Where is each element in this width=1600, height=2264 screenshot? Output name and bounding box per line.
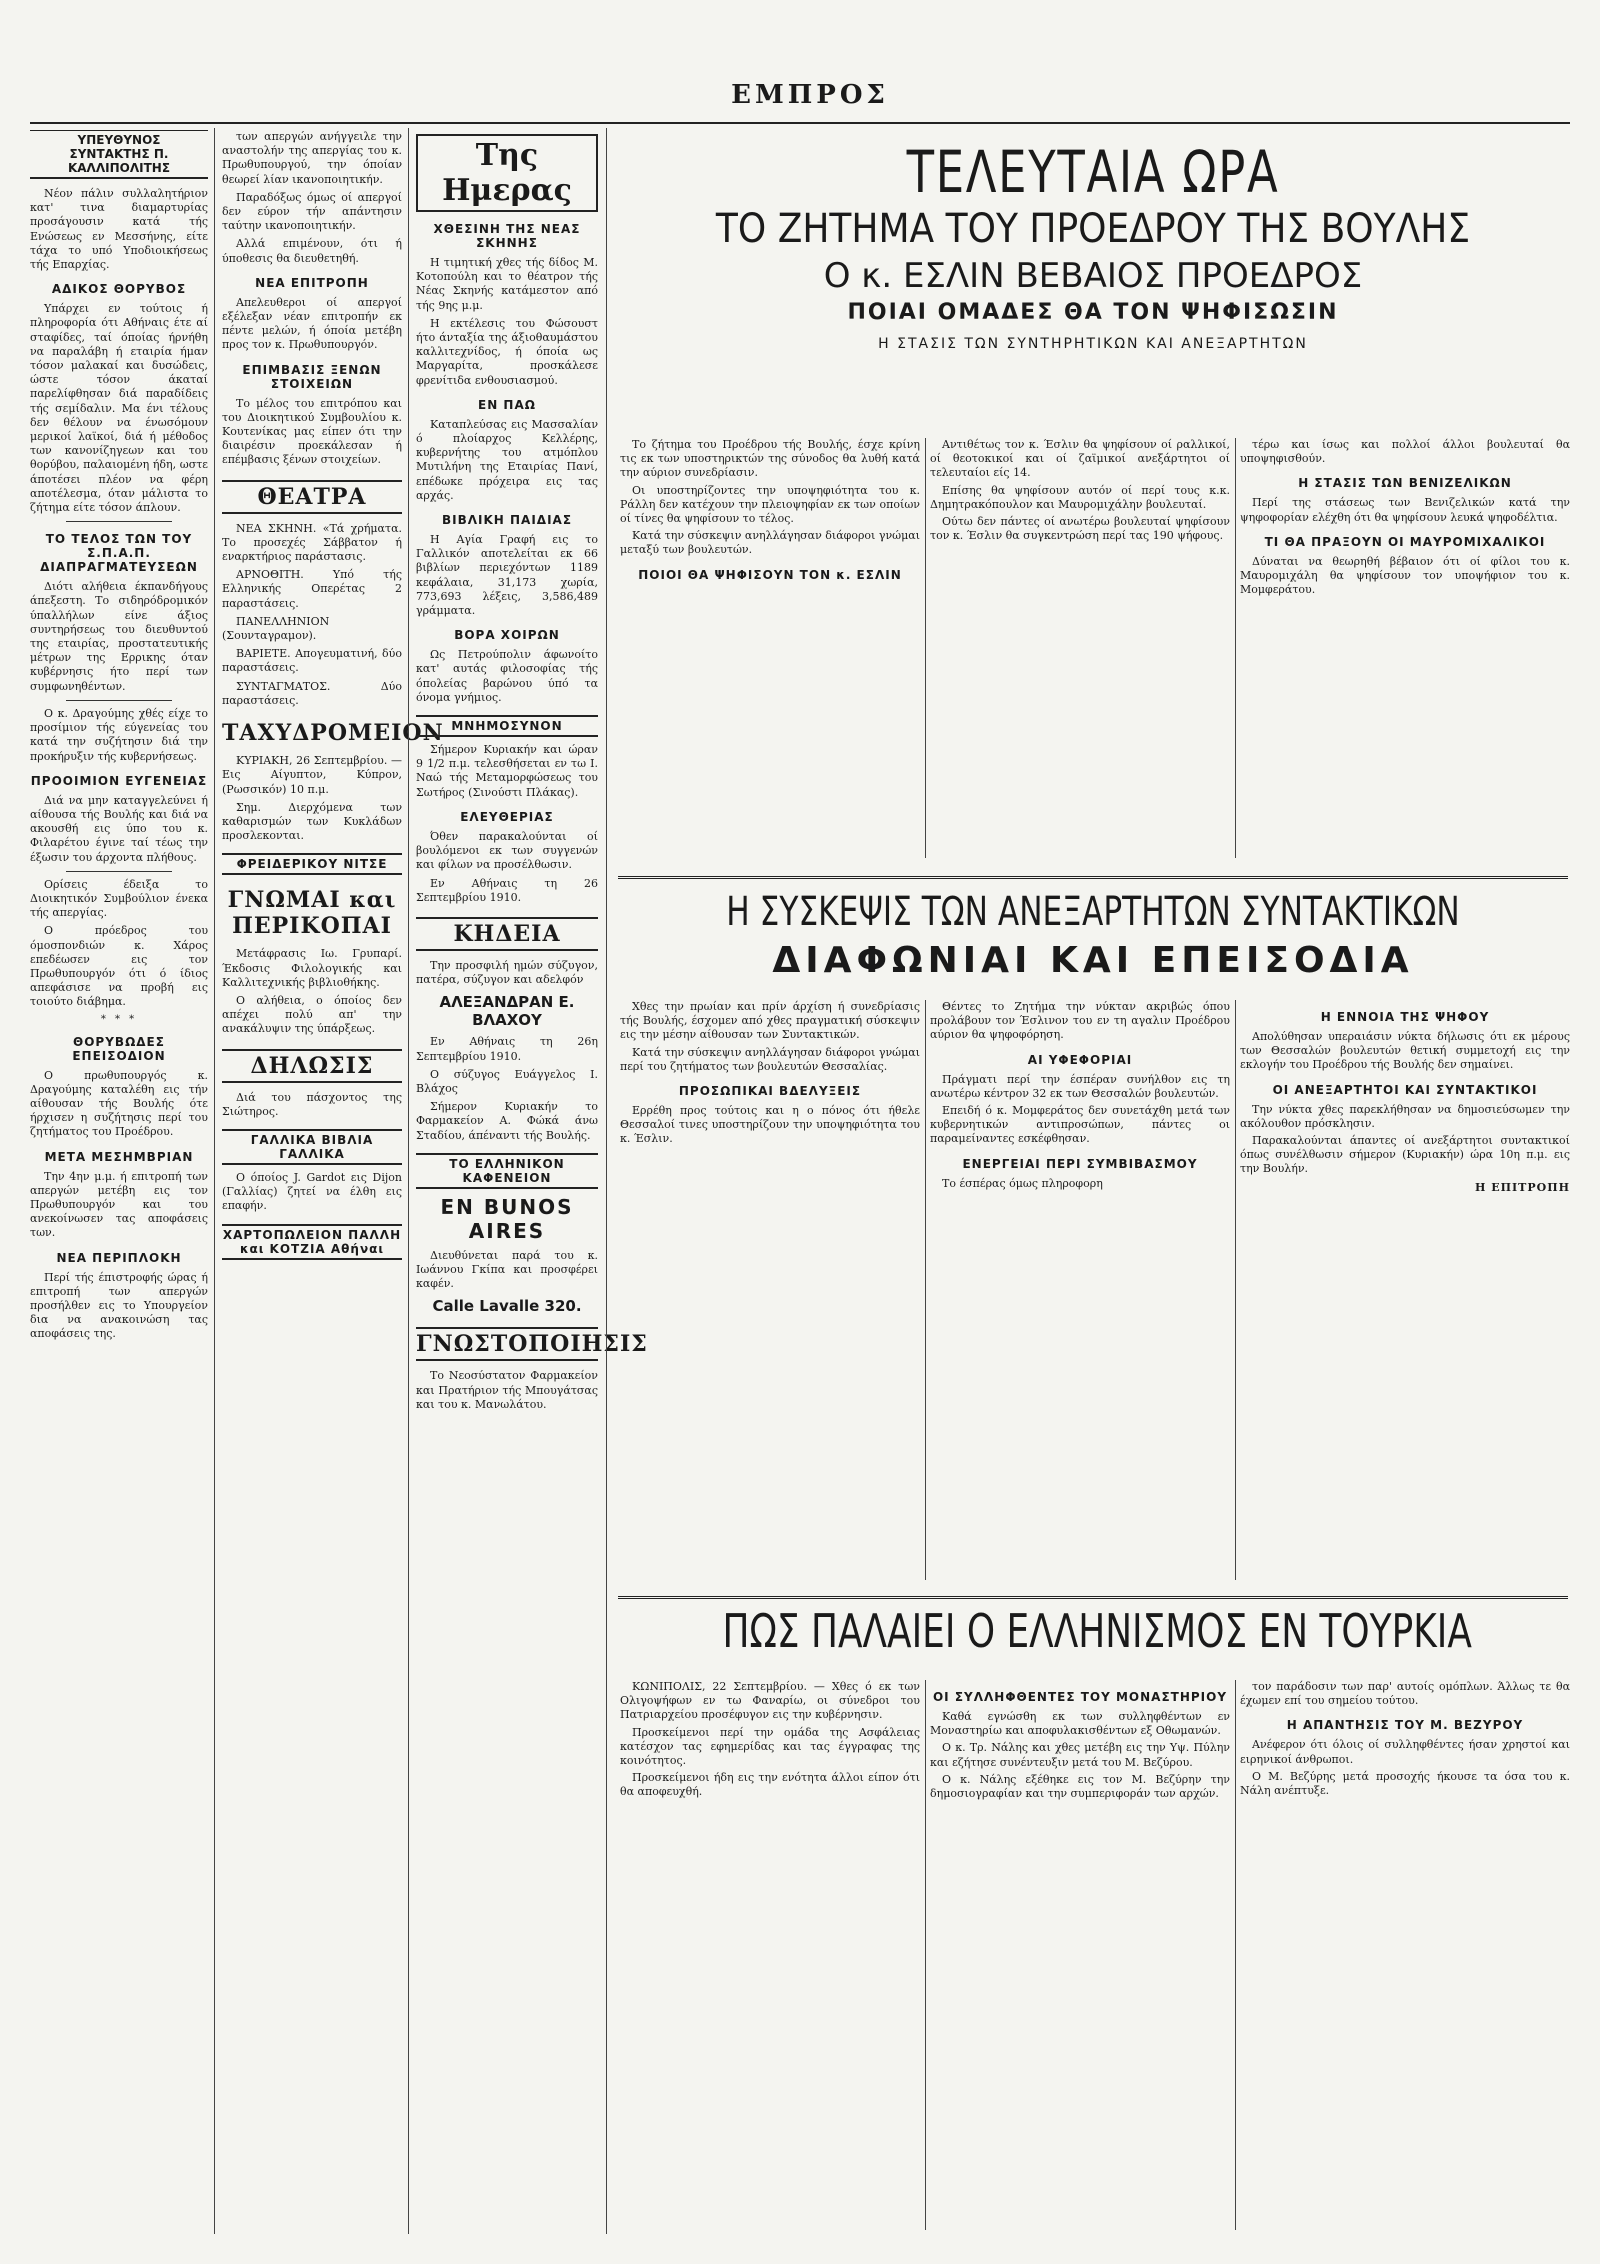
section-heading: ΝΕΑ ΠΕΡΙΠΛΟΚΗ [56,1250,182,1265]
article-b-col1 [620,1000,920,1580]
paragraph: Ανέφερον ότι όλοις οί συλληφθέντες ήσαν χρηστοί και ειρηνικοί άνθρωποι. [1240,1738,1570,1766]
paragraph: Ο Μ. Βεζύρης μετά προσοχής ήκουσε τα όσα του κ. Νάλη ανέπτυξε. [1240,1769,1570,1798]
section-heading [222,363,402,391]
column-rule [214,128,215,2234]
cafe-location: ΕΝ BUNOS AIRES [440,1194,574,1243]
section-heading: ΒΙΒΛΙΚΗ ΠΑΙΔΙΑΣ [441,513,573,528]
paragraph: ΑΡΝΟΘΙΤΗ. Υπό τής Ελληνικής Οπερέτας 2 παραστάσεις. [222,568,402,610]
paragraph: Αντιθέτως τον κ. Έσλιν θα ψηφίσουν οί ραλλικοί, οί θεοτοκικοί και οί ζαϊμικοί ανεξάρτητοι οί τελευταίοι είς 14. [930,438,1230,480]
section-heading: Η ΑΠΑΝΤΗΣΙΣ ΤΟΥ Μ. ΒΕΖΥΡΟΥ [1286,1718,1524,1733]
paragraph: Νέον πάλιν συλλαλητήριον κατ' τινα διαμαρτυρίας προσάγουσιν κατά τής Ενώσεως εν Μεσσήνης, είτε τάχα το υπό Υποδιοικήσεως τής Επαρχίας. [30,187,208,272]
paragraph: ΚΥΡΙΑΚΗ, 26 Σεπτεμβρίου. — Εις Αίγυπτον, Κύπρον, (Ρωσσικόν) 10 π.μ. [222,754,402,796]
heading-part: ΣΤΟΙΧΕΙΩΝ [270,376,354,391]
paragraph: Χθες την πρωίαν και πρίν άρχίση ή συνεδρίασις τής Βουλής, έσχομεν από χθες πραγματική σύσκεψιν εις την μέσην αίθουσαν των Συντακτικών. [620,1000,920,1042]
article-b-col2 [930,1000,1230,1580]
column-rule [925,1000,926,1580]
section-heading: ΠΡΟΣΩΠΙΚΑΙ ΒΔΕΛΥΞΕΙΣ [678,1084,862,1099]
paragraph: Ορίσεις έδειξα το Διοικητικόν Συμβούλιον ένεκα τής απεργίας. [30,877,208,920]
paragraph: Παρακαλούνται άπαντες οί ανεξάρτητοι συντακτικοί όπως συνέλθωσιν σήμερον (Κυριακήν) ώρα 10η π.μ. εις την Βουλήν. [1240,1134,1570,1176]
paragraph: Διά του πάσχοντος της Σιώτηρος. [222,1090,402,1118]
divider [618,1596,1568,1599]
section-heading: ΟΙ ΑΝΕΞΑΡΤΗΤΟΙ ΚΑΙ ΣΥΝΤΑΚΤΙΚΟΙ [1272,1082,1538,1097]
column-2 [222,130,444,2230]
article-b-col3 [1240,1000,1570,1580]
column-rule [1235,1680,1236,2230]
headline-disputes: ΔΙΑΦΩΝΙΑΙ ΚΑΙ ΕΠΕΙΣΟΔΙΑ [772,940,1414,981]
headline-speaker-issue: ΤΟ ΖΗΤΗΜΑ ΤΟΥ ΠΡΟΕΔΡΟΥ ΤΗΣ ΒΟΥΛΗΣ [715,206,1471,252]
headline-turkey: ΠΩΣ ΠΑΛΑΙΕΙ Ο ΕΛΛΗΝΙΣΜΟΣ ΕΝ ΤΟΥΡΚΙΑ [722,1604,1472,1658]
paragraph: ΠΑΝΕΛΛΗΝΙΟΝ (Σουνταγραμον). [222,614,330,643]
headline-eslin: Ο κ. ΕΣΛΙΝ ΒΕΒΑΙΟΣ ΠΡΟΕΔΡΟΣ [823,256,1363,296]
paragraph: ΣΥΝΤΑΓΜΑΤΟΣ. Δύο παραστάσεις. [222,679,402,707]
gnomai-heading: ΓΝΩΜΑΙ και ΠΕΡΙΚΟΠΑΙ [227,887,397,940]
nietzsche-heading: ΦΡΕΙΔΕΡΙΚΟΥ ΝΙΤΣΕ [222,853,402,875]
article-a-col1 [620,438,920,858]
post-heading: ΤΑΧΥΔΡΟΜΕΙΟΝ [222,720,444,747]
divider [66,871,173,872]
signature: Η ΕΠΙΤΡΟΠΗ [1475,1180,1570,1194]
paragraph: Όθεν παρακαλούνται οί βουλόμενοι εκ των συγγενών και φίλων να προσέλθωσιν. [416,829,598,872]
paragraph: Η τιμητική χθες τής δίδος Μ. Κοτοπούλη και το θέατρον τής Νέας Σκηνής κατάμεστον από τής 9ης μ.μ. [416,256,598,312]
column-1 [30,130,208,2230]
paragraph: Καταπλεύσας εις Μασσαλίαν ό πλοίαρχος Κελλέρης, κυβερνήτης του ατμόπλου Μυτιλήνη της Εταιρίας Πανί, επέδωκε πρόχειρα εις τας αρχάς. [416,417,598,502]
masthead: ΕΜΠΡΟΣ [731,80,889,110]
paragraph: Ο κ. Δραγούμης χθές είχε το προσίμιον τής εύγενείας του κατά την συζήτησιν διά την προκήρυξιν τής κυβερνήσεως. [30,706,208,763]
paragraph: Περί της στάσεως των Βενιζελικών κατά την ψηφοφορίαν ελέχθη ότι θα ψηφίσουν λευκά ψηφοδέλτια. [1240,496,1570,524]
cafe-heading: ΤΟ ΕΛΛΗΝΙΚΟΝ ΚΑΦΕΝΕΙΟΝ [416,1153,598,1189]
paragraph: Το μέλος του επιτρόπου και του Διοικητικού Συμβουλίου κ. Κουτενίκας μας είπεν ότι την διαιρέσιν προεκάλεσαν ή επέμβασις ξένων στοιχείων. [222,396,402,467]
paragraph: Επειδή ό κ. Μομφεράτος δεν συνετάχθη μετά των κυβερνητικών αντιπροσώπων, πάντες οι παραμείναντες εσκέφθησαν. [930,1104,1230,1146]
paragraph: Ο κ. Τρ. Νάλης και χθες μετέβη εις την Υψ. Πύλην και εζήτησε συνέντευξιν μετά του Μ. Βεζύρου. [930,1741,1230,1769]
editor-label: ΥΠΕΥΘΥΝΟΣ [77,133,161,147]
paragraph: Αλλά επιμένουν, ότι ή ύποθεσις θα διευθετηθή. [222,237,402,265]
paragraph: Ο αλήθεια, ο όποίος δεν απέχει πολύ απ' την ανακάλυψιν της ύπάρξεως. [222,993,402,1036]
section-heading: ΕΛΕΥΘΕΡΙΑΣ [460,809,554,824]
paragraph: Διά να μην καταγγελεύνει ή αίθουσα τής Βουλής και διά να ακουσθή εις ύπο του κ. Φιλαρέτου έγινε ταί τέως την έξωσιν του άρχοντα πλήθους. [30,793,208,864]
paragraph: Εν Αθήναις τη 26 Σεπτεμβρίου 1910. [416,876,598,904]
paragraph: Διότι αλήθεια έκπανδήγους άπεξεστη. Το σιδηρόδρομικόν ύπαλλήλων είνε άξιος συντηρήσεως του διευθυντού της εταιρίας, προστατευτικής μέτρων της Ερρικης όταν κυβέρνησις ήτο περί των συμφωνηθέντων. [30,580,208,693]
paragraph: ΝΕΑ ΣΚΗΝΗ. «Τά χρήματα. Το προσεχές Σάββατον ή εναρκτήριος παράστασις. [222,521,402,564]
article-a-col2 [930,438,1230,858]
column-rule [408,128,409,2234]
paragraph: Ούτω δεν πάντες οί ανωτέρω βουλευταί ψηφίσουν τον κ. Έσλιν θα συγκεντρώση περί τας 190 ψήφους. [930,515,1230,543]
paragraph: των απεργών ανήγγειλε την αναστολήν της απεργίας του κ. Πρωθυπουργού, την όποίαν θεωρεί λίαν ικανοποιητικήν. [222,130,402,186]
turkey-headline-block [618,1600,1568,1662]
paragraph: Εν Αθήναις τη 26η Σεπτεμβρίου 1910. [416,1035,598,1063]
article-c-col1 [620,1680,920,2230]
paragraph: Η εκτέλεσις του Φώσουστ ήτο άνταξία της άξιοθαυμάστου καλλιτεχνίδος, ή όποία ως Μαργαρίτα, προσκάλεσε φρενίτιδα ενθουσιασμού. [416,316,598,387]
column-rule [606,128,607,2234]
paragraph: Καθά εγνώσθη εκ των συλληφθέντων εν Μοναστηρίω και αποφυλακισθέντων εξ Οθωμανών. [930,1710,1230,1738]
section-heading: ΠΟΙΟΙ ΘΑ ΨΗΦΙΣΟΥΝ ΤΟΝ κ. ΕΣΛΙΝ [638,567,902,582]
council-headline-block [618,886,1568,984]
paragraph: Την προσφιλή ημών σύζυγον, πατέρα, σύζυγον και αδελφόν [416,958,598,987]
section-heading: ΕΝ ΠΑΩ [478,397,536,412]
paragraph: Προσκείμενοι ήδη εις την ενότητα άλλοι είπον ότι θα αποφευχθή. [620,1771,920,1799]
books-heading: ΓΑΛΛΙΚΑ ΒΙΒΛΙΑ ΓΑΛΛΙΚΑ [222,1129,402,1165]
paragraph: Δύναται να θεωρηθή βέβαιον ότι οί φίλοι του κ. Μαυρομιχάλη θα ψηφίσουν τον υποψήφιον του κ. Μομφεράτου. [1240,554,1570,597]
section-heading: ΑΙ ΥΦΕΦΟΡΙΑΙ [1027,1052,1133,1067]
paragraph: Το ζήτημα του Προέδρου τής Βουλής, έσχε κρίνη τις εκ των υποστηρικτών της σύνοδος θα λυθή κατά την αύριον συνεδρίασιν. [620,438,920,480]
section-heading: ΠΡΟΟΙΜΙΟΝ ΕΥΓΕΝΕΙΑΣ [30,773,208,788]
paragraph: Η Αγία Γραφή εις το Γαλλικόν αποτελείται εκ 66 βιβλίων περιεχόντων 1189 κεφάλαια, 31,173 χωρία, 773,693 λέξεις, 3,586,489 γράμματα. [416,533,598,618]
headline-council: Η ΣΥΣΚΕΨΙΣ ΤΩΝ ΑΝΕΞΑΡΤΗΤΩΝ ΣΥΝΤΑΚΤΙΚΩΝ [726,889,1460,935]
memorial-heading: ΜΝΗΜΟΣΥΝΟΝ [416,715,598,737]
section-heading: ΑΔΙΚΟΣ ΘΟΡΥΒΟΣ [51,282,187,297]
deceased-name: ΑΛΕΞΑΝΔΡΑΝ Ε. ΒΛΑΧΟΥ [439,993,575,1030]
paragraph: Οι υποστηρίζοντες την υποψηφιότητα του κ. Ράλλη δεν κατέχουν την πλειοψηφίαν εκ των οποίων οί τίνες θα ψηφίσουν το τέλος. [620,483,920,526]
editor-name: ΣΥΝΤΑΚΤΗΣ Π. ΚΑΛΛΙΠΟΛΙΤΗΣ [67,147,171,175]
paragraph: ΚΩΝΙΠΟΛΙΣ, 22 Σεπτεμβρίου. — Χθες ό εκ των Ολιγοψήφων εν τω Φαναρίω, οι σύνεδροι του Πατριαρχείου προσέφυγον εις την κυβέρνησιν. [620,1680,920,1722]
paragraph: Την νύκτα χθες παρεκλήθησαν να δημοσιεύσωμεν την ακόλουθον πρόσκλησιν. [1240,1102,1570,1130]
cafe-address: Calle Lavalle 320. [432,1297,582,1316]
section-heading: ΝΕΑ ΕΠΙΤΡΟΠΗ [255,275,369,290]
paragraph: ΒΑΡΙΕΤΕ. Απογευματινή, δύο παραστάσεις. [222,647,402,675]
paragraph: Σήμερον Κυριακήν και ώραν 9 1/2 π.μ. τελεσθήσεται εν τω Ι. Ναώ τής Μεταμορφώσεως του Σωτήρος (Σινούστι Πλάκας). [416,743,598,799]
paragraph: Κατά την σύσκεψιν ανηλλάγησαν διάφοροι γνώμαι μεταξύ των βουλευτών. [620,529,920,557]
paragraph: Ο πρόεδρος του όμοσπονδιών κ. Χάρος επεδέωσεν εις τον Πρωθυπουργόν ότι ό ίδιος απεφάσισε να προβή εις τοιούτο διάβημα. [30,924,208,1009]
paragraph: τον παράδοσιν των παρ' αυτοίς ομόπλων. Άλλως τε θα έχωμεν επί του σημείου τούτου. [1240,1680,1570,1708]
paragraph: Θέντες το Ζητήμα την νύκταν ακριβώς όπου προλάβουν τον Έσλινον του εν τη αγαλιν Προέδρου αύριον θα ψηφοφόρηση. [930,1000,1230,1042]
divider [66,521,173,522]
paragraph: Κατά την σύσκεψιν ανηλλάγησαν διάφοροι γνώμαι περί του ζητήματος των βουλευτών Θεσσαλίας. [620,1045,920,1073]
article-c-col2 [930,1680,1230,2230]
paragraph: Επίσης θα ψηφίσουν αυτόν οί περί τους κ.κ. Δημητρακόπουλον και Μαυρομιχάλην βουλευταί. [930,483,1230,511]
paragraph: Απελευθεροι οί απεργοί εξέλεξαν νέαν επιτροπήν εκ πέντε μελών, ή όποία μετέβη προς τον κ. Πρωθυπουργόν. [222,295,402,352]
heading-part: ΕΠΙΜΒΑΣΙΣ ΞΕΝΩΝ [242,362,382,377]
section-heading: ΜΕΤΑ ΜΕΣΗΜΒΡΙΑΝ [44,1149,194,1164]
divider: * * * [100,1013,138,1025]
paragraph: Απολύθησαν υπεραιάσιν νύκτα δήλωσις ότι εκ μέρους των Θεσσαλών βουλευτών θετική συμμετοχή εις την εκλογήν του Προέδρου τής Βουλής δεν σημαίνει. [1240,1030,1570,1072]
paragraph: Ο πρωθυπουργός κ. Δραγούμης καταλέθη εις τήν αίθουσαν τής Βουλής ότε ήρχισεν η συζήτησις περί του ζητήματος του Προέδρου. [30,1068,208,1139]
paragraph: Υπάρχει εν τούτοις ή πληροφορία ότι Αθήναις έτε αί σταφίδες, ταί όποίας ήρνήθη να παραλάβη ή εταιρία ήμαν τόσον μαλακαί και δυσώδεις, ώστε τόσον άκαταί παρελίφθησαν διά παραδίδεις τής σεμίδαλιν. Μα ένι τέλους δεν θέλουν να ένωσόμουν μερικοί λαϊκοί, διά ή μέθοδος των κανονίζηγεων και του θορύβου, παλαιομένη ήδη, ωστε άποτέσει πλέον να φέρη αποτέλεσμα, όταν μάλιστα το ζήτημα είτε τόσον άπλουν. [30,302,208,515]
section-heading: Η ΕΝΝΟΙΑ ΤΗΣ ΨΗΦΟΥ [1320,1010,1490,1024]
paragraph: Την 4ην μ.μ. ή επιτροπή των απεργών μετέβη εις τον Πρωθυπουργόν και του ανεκοίνωσεν τας αποφάσεις των. [30,1169,208,1240]
divider [66,700,173,701]
theatre-heading: ΘΕΑΤΡΑ [222,480,402,514]
paragraph: Προσκείμενοι περί την ομάδα της Ασφάλειας κατέσχον τας εφημερίδας και τας έγγραφας της κοινότητος. [620,1725,920,1768]
column-rule [1235,438,1236,858]
paragraph: Ο σύζυγος Ευάγγελος Ι. Βλάχος [416,1067,598,1095]
paragraph: τέρω και ίσως και πολλοί άλλοι βουλευταί θα υποψηφισθούν. [1240,438,1570,466]
column-rule [1235,1000,1236,1580]
article-a-col3 [1240,438,1570,858]
section-heading: Η ΣΤΑΣΙΣ ΤΩΝ ΒΕΝΙΖΕΛΙΚΩΝ [1298,476,1512,491]
paragraph: Ο όποίος J. Gardot εις Dijon (Γαλλίας) ζητεί να έλθη εις επαφήν. [222,1170,402,1213]
editor-box [30,130,208,179]
footer-ad: ΧΑΡΤΟΠΩΛΕΙΟΝ ΠΑΛΛΗ και ΚΟΤΖΙΑ Αθήναι [222,1224,402,1260]
paragraph: Μετάφρασις Ιω. Γρυπαρί. Έκδοσις Φιλολογικής και Καλλιτεχνικής βιβλιοθήκης. [222,947,402,989]
paragraph: Το έσπέρας όμως πληροφορη [942,1176,1103,1190]
column-header: Της Ημερας [416,134,598,212]
paragraph: Ως Πετρούπολιν άφωνοίτο κατ' αυτάς φιλοσοφίας τής όπολείας βαρώνου ύπό τα όνομα γνήμιος. [416,648,598,704]
masthead-rule [30,122,1570,124]
notices-heading: ΓΝΩΣΤΟΠΟΙΗΣΙΣ [416,1327,598,1361]
section-heading: ΒΟΡΑ ΧΟΙΡΩΝ [454,628,560,643]
paragraph: Πράγματι περί την έσπέραν συνήλθον εις τη ανωτέρω κέντρον 32 εκ των Θεσσαλών βουλευτών. [930,1072,1230,1100]
paragraph: Ο κ. Νάλης εξέθηκε εις τον Μ. Βεζύρην την δημοσιογραφίαν και την συμπεριφοράν των αρχών. [930,1772,1230,1801]
paragraph: Σήμερον Κυριακήν το Φαρμακείον Α. Φώκά άνω Σταδίου, άπέναντι τής Βουλής. [416,1100,598,1142]
column-3 [416,130,648,2230]
column-rule [925,438,926,858]
section-heading: ΘΟΡΥΒΩΔΕΣ ΕΠΕΙΣΟΔΙΟΝ [72,1034,166,1063]
paragraph: Ερρέθη προς τούτοις και η ο πόνος ότι ήθελε Θεσσαλοί τινες υποστηρίζουν την υποψηφιότητα του κ. Έσλιν. [620,1104,920,1146]
paragraph: Το Νεοσύστατον Φαρμακείον και Πρατήριον τής Μπουγάτσας και του κ. Μανωλάτου. [416,1369,598,1411]
paragraph: Παραδόξως όμως οί απεργοί δεν εύρον τήν απάντησιν ταύτην ικανοποιητικήν. [222,190,402,233]
headline-last-hour: ΤΕΛΕΥΤΑΙΑ ΩΡΑ [906,138,1280,206]
paragraph: Σημ. Διερχόμενα των καθαρισμών των Κυκλάδων προσλεκονται. [222,800,402,843]
paragraph: Περί τής έπιστροφής ώρας ή επιτροπή των απεργών προσήλθεν εις το Υπουργείον δια να ανακοινώση τας αποφάσεις της. [30,1270,208,1341]
article-c-col3 [1240,1680,1570,2230]
funeral-heading: ΚΗΔΕΙΑ [416,917,598,951]
section-heading: ΧΘΕΣΙΝΗ ΤΗΣ ΝΕΑΣ ΣΚΗΝΗΣ [433,222,581,250]
declarations-heading: ΔΗΛΩΣΙΣ [222,1049,402,1083]
section-heading: ΕΝΕΡΓΕΙΑΙ ΠΕΡΙ ΣΥΜΒΙΒΑΣΜΟΥ [962,1156,1198,1171]
headline-groups: ΠΟΙΑΙ ΟΜΑΔΕΣ ΘΑ ΤΟΝ ΨΗΦΙΣΩΣΙΝ [847,300,1339,325]
column-rule [925,1680,926,2230]
headline-stance: Η ΣΤΑΣΙΣ ΤΩΝ ΣΥΝΤΗΡΗΤΙΚΩΝ ΚΑΙ ΑΝΕΞΑΡΤΗΤΩΝ [878,336,1308,352]
section-heading: ΟΙ ΣΥΛΛΗΦΘΕΝΤΕΣ ΤΟΥ ΜΟΝΑΣΤΗΡΙΟΥ [932,1690,1228,1704]
divider [618,876,1568,879]
section-heading: ΤΙ ΘΑ ΠΡΑΞΟΥΝ ΟΙ ΜΑΥΡΟΜΙΧΑΛΙΚΟΙ [1264,534,1546,549]
paragraph: Διευθύνεται παρά του κ. Ιωάννου Γκίπα και προσφέρει καφέν. [416,1248,598,1291]
last-hour-block [618,140,1568,360]
section-heading: ΤΟ ΤΕΛΟΣ ΤΩΝ ΤΟΥ Σ.Π.Α.Π. ΔΙΑΠΡΑΓΜΑΤΕΥΣΕΩΝ [40,532,198,575]
